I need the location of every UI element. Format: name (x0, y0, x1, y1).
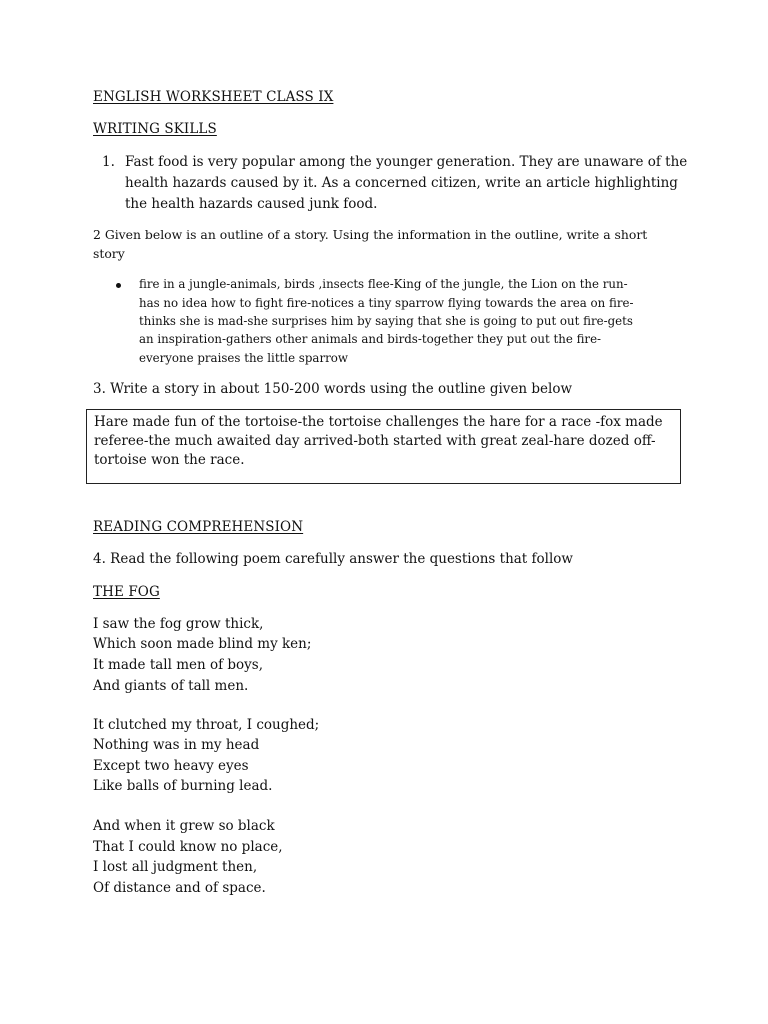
poem-line: Which soon made blind my ken; (93, 636, 312, 652)
box-line-1: Hare made fun of the tortoise-the tortoise challenges the hare for a race -fox made (94, 414, 663, 430)
poem-line: I saw the fog grow thick, (93, 616, 264, 632)
question-1-text: Fast food is very popular among the younger generation. They are unaware of the health hazards caused by it. As a concerned citizen, write an article highlighting the health hazards caused junk food. (125, 154, 688, 212)
question-1-number: 1. (102, 154, 115, 170)
poem-line: Except two heavy eyes (93, 758, 249, 774)
outline-line-4: an inspiration-gathers other animals and birds-together they put out the fire- (139, 332, 602, 346)
poem-line: I lost all judgment then, (93, 859, 258, 875)
poem-line: It made tall men of boys, (93, 657, 264, 673)
poem-line: Of distance and of space. (93, 880, 266, 896)
poem-line: And giants of tall men. (93, 678, 249, 694)
writing-skills-heading: WRITING SKILLS (93, 121, 217, 137)
question-4-text: 4. Read the following poem carefully answer the questions that follow (93, 551, 573, 567)
reading-comprehension-heading: READING COMPREHENSION (93, 519, 304, 535)
worksheet-title: ENGLISH WORKSHEET CLASS IX (93, 89, 334, 105)
outline-line-5: everyone praises the little sparrow (139, 351, 348, 365)
poem-title: THE FOG (93, 584, 160, 600)
poem-line: Like balls of burning lead. (93, 778, 273, 794)
bullet-icon (116, 283, 121, 288)
question-1 (102, 152, 692, 215)
story-outline-box (86, 409, 681, 484)
poem-line: Nothing was in my head (93, 737, 260, 753)
question-2-line-1: 2 Given below is an outline of a story. Using the information in the outline, write a short (93, 227, 648, 242)
question-2-line-2: story (93, 246, 125, 261)
outline-line-3: thinks she is mad-she surprises him by saying that she is going to put out fire-gets (139, 314, 633, 328)
box-line-2: referee-the much awaited day arrived-both started with great zeal-hare dozed off- (94, 433, 656, 449)
poem-line: It clutched my throat, I coughed; (93, 717, 320, 733)
outline-line-1: fire in a jungle-animals, birds ,insects flee-King of the jungle, the Lion on the run- (139, 277, 628, 291)
poem-line: And when it grew so black (93, 818, 275, 834)
outline-line-2: has no idea how to fight fire-notices a tiny sparrow flying towards the area on fire- (139, 296, 634, 310)
box-line-3: tortoise won the race. (94, 452, 245, 468)
question-3-text: 3. Write a story in about 150-200 words using the outline given below (93, 381, 573, 397)
poem-line: That I could know no place, (93, 839, 283, 855)
